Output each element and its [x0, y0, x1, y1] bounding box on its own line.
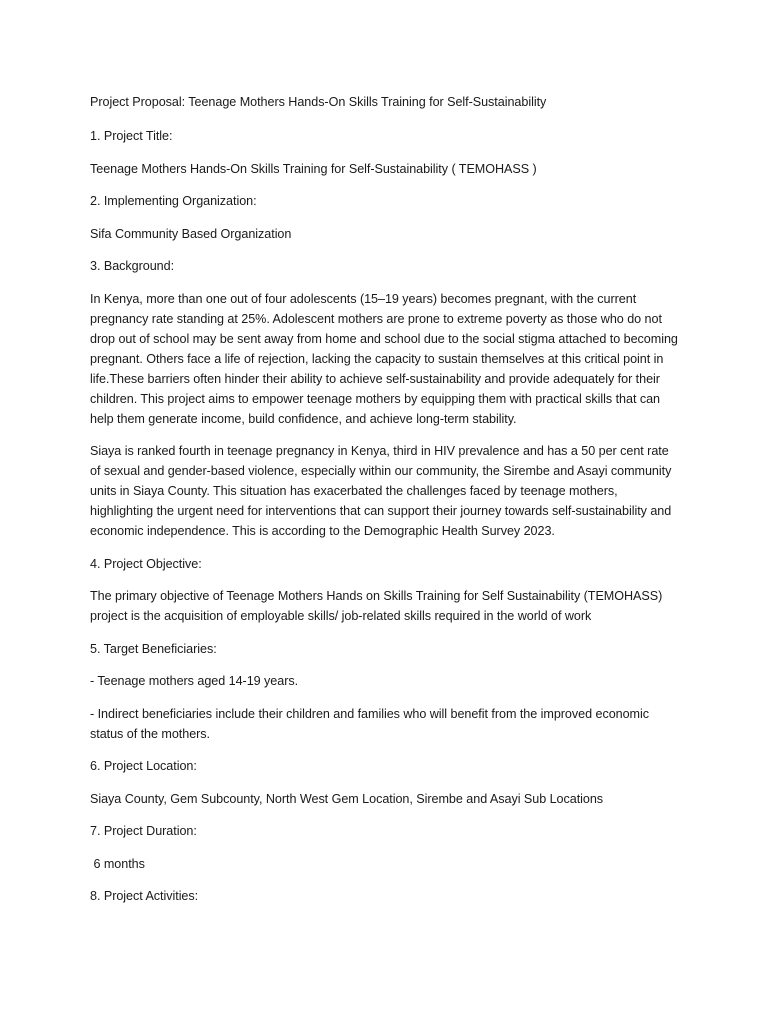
section-heading-beneficiaries: 5. Target Beneficiaries:	[90, 641, 217, 656]
location-text: Siaya County, Gem Subcounty, North West Gem Location, Sirembe and Asayi Sub Locations	[90, 791, 604, 806]
beneficiary-item-2: - Indirect beneficiaries include their children and families who will benefit from the improved economic status of the mothers.	[90, 706, 649, 741]
organization-text: Sifa Community Based Organization	[90, 226, 292, 241]
background-paragraph-1: In Kenya, more than one out of four adolescents (15–19 years) becomes pregnant, with the current pregnancy rate standing at 25%. Adolescent mothers are prone to extreme poverty as those who do not drop out of school may be sent away from home and school due to the social stigma attached to becoming pregnant. Others face a life of rejection, lacking the capacity to sustain themselves at this critical point in life.These barriers often hinder their ability to achieve self-sustainability and provide adequately for their children. This project aims to empower teenage mothers by equipping them with practical skills that can help them generate income, build confidence, and achieve long-term stability.	[90, 291, 678, 426]
section-heading-project-title: 1. Project Title:	[90, 129, 173, 143]
beneficiary-item-1: - Teenage mothers aged 14-19 years.	[90, 674, 299, 688]
section-heading-duration: 7. Project Duration:	[90, 824, 197, 838]
project-title-text: Teenage Mothers Hands-On Skills Training for Self-Sustainability ( TEMOHASS )	[90, 161, 537, 176]
section-heading-activities: 8. Project Activities:	[90, 889, 199, 903]
duration-text: 6 months	[90, 856, 145, 871]
section-heading-organization: 2. Implementing Organization:	[90, 194, 257, 208]
background-paragraph-2: Siaya is ranked fourth in teenage pregnancy in Kenya, third in HIV prevalence and has a 50 per cent rate of sexual and gender-based violence, especially within our community, the Sirembe and Asayi community units in Siaya County. This situation has exacerbated the challenges faced by teenage mothers, highlighting the urgent need for interventions that can support their journey towards self-sustainability and economic independence. This is according to the Demographic Health Survey 2023.	[90, 444, 672, 538]
section-heading-location: 6. Project Location:	[90, 759, 197, 773]
document-title: Project Proposal: Teenage Mothers Hands-On Skills Training for Self-Sustainability	[90, 95, 547, 109]
section-heading-objective: 4. Project Objective:	[90, 556, 202, 571]
document-page	[90, 92, 682, 919]
objective-text: The primary objective of Teenage Mothers Hands on Skills Training for Self Sustainability (TEMOHASS) project is the acquisition of employable skills/ job-related skills required in the world of work	[90, 589, 663, 623]
section-heading-background: 3. Background:	[90, 259, 175, 273]
